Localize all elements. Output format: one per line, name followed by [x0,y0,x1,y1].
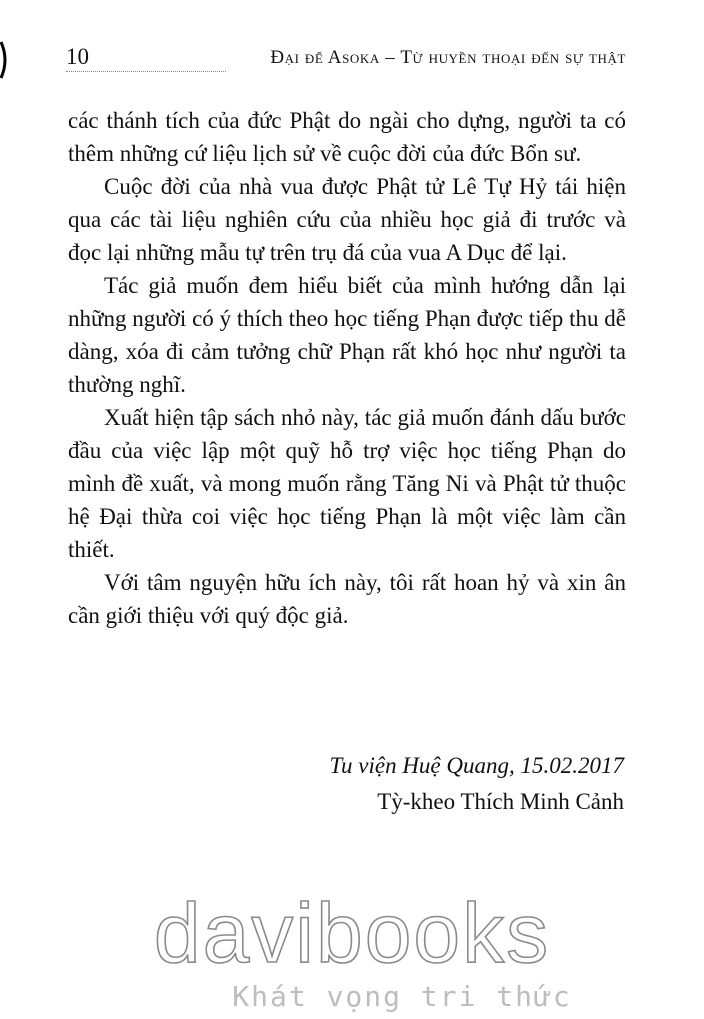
davibooks-watermark-logo [0,880,704,1019]
body-text [68,104,626,632]
signature-author: Tỳ-kheo Thích Minh Cảnh [377,789,624,814]
running-title: Đại đế Asoka – Từ huyền thoại đến sự thật [270,47,626,68]
watermark-brand: davibooks [153,886,551,980]
paragraph: Xuất hiện tập sách nhỏ này, tác giả muốn đánh dấu bước đầu của việc lập một quỹ hỗ trợ việc học tiếng Phạn do mình đề xuất, và mong muốn rằng Tăng Ni và Phật tử thuộc hệ Đại thừa coi việc học tiếng Phạn là một việc làm cần thiết. [68,405,626,562]
signature-block [329,748,624,820]
paragraph: Với tâm nguyện hữu ích này, tôi rất hoan hỷ và xin ân cần giới thiệu với quý độc giả. [68,570,626,628]
header-rule [66,71,226,72]
page-number: 10 [66,44,89,69]
paragraph: Tác giả muốn đem hiểu biết của mình hướng dẫn lại những người có ý thích theo học tiếng Phạn được tiếp thu dễ dàng, xóa đi cảm tưởng chữ Phạn rất khó học như người ta thường nghĩ. [68,273,626,397]
signature-place-date: Tu viện Huệ Quang, 15.02.2017 [329,753,624,778]
paragraph: Cuộc đời của nhà vua được Phật tử Lê Tự Hỷ tái hiện qua các tài liệu nghiên cứu của nhiều học giả đi trước và đọc lại những mẫu tự trên trụ đá của vua A Dục để lại. [68,174,626,265]
paragraph-continued: các thánh tích của đức Phật do ngài cho dựng, người ta có thêm những cứ liệu lịch sử về cuộc đời của đức Bổn sư. [68,108,626,166]
watermark-slogan: Khát vọng tri thức [232,980,572,1013]
page-header [66,44,626,74]
page-edge-bracket [0,40,10,80]
